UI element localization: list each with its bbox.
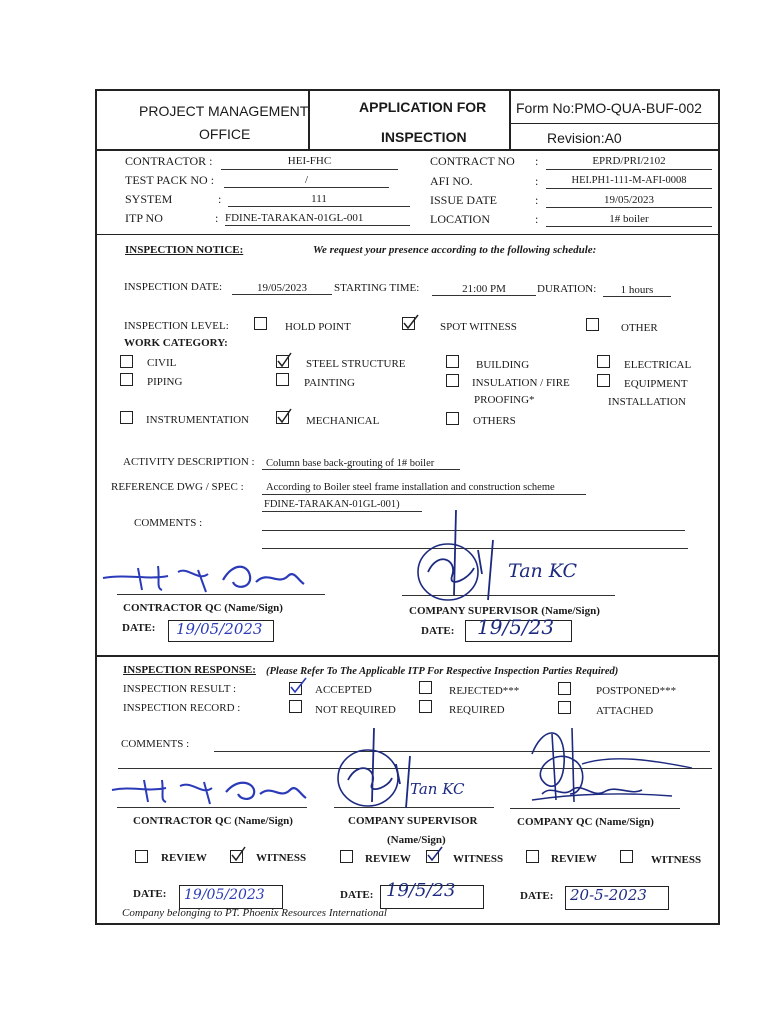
response-contractor-qc-label: CONTRACTOR QC (Name/Sign)	[133, 815, 293, 827]
itp-value: FDINE-TARAKAN-01GL-001	[225, 212, 364, 224]
building-label: BUILDING	[476, 359, 530, 371]
itp-colon: :	[215, 211, 219, 225]
work-category-label: WORK CATEGORY:	[124, 337, 228, 349]
revision: Revision:A0	[547, 130, 622, 146]
accepted-check-icon	[289, 677, 309, 695]
contractor-qc-label: CONTRACTOR QC (Name/Sign)	[123, 602, 283, 614]
response-comments-label: COMMENTS :	[121, 738, 190, 750]
contract-no-underline	[546, 169, 712, 170]
equipment-label-line2: INSTALLATION	[608, 396, 686, 408]
contract-no-value: EPRD/PRI/2102	[592, 155, 666, 167]
header-divider-1	[308, 89, 310, 150]
inspection-date-underline	[232, 294, 332, 295]
company-qc-signature-icon	[512, 724, 712, 809]
response-supervisor-name-handwritten: Tan KC	[410, 780, 465, 798]
response-company-supervisor-label: COMPANY SUPERVISOR	[348, 815, 478, 827]
response-supervisor-date-label: DATE:	[340, 889, 374, 901]
not-required-checkbox[interactable]	[289, 700, 302, 713]
afi-label: AFI NO.	[430, 174, 473, 188]
supervisor-witness-label: WITNESS	[453, 853, 504, 865]
comments-label: COMMENTS :	[134, 517, 203, 529]
duration-value: 1 hours	[620, 284, 654, 296]
response-note: (Please Refer To The Applicable ITP For Respective Inspection Parties Required)	[266, 666, 619, 677]
form-title: APPLICATION FOR	[359, 99, 487, 115]
company-qc-label: COMPANY QC (Name/Sign)	[517, 816, 654, 828]
equipment-label: EQUIPMENT	[624, 378, 688, 390]
form-border-bottom	[95, 923, 720, 925]
contractor-underline	[221, 169, 398, 170]
issue-date-underline	[546, 207, 712, 208]
activity-label: ACTIVITY DESCRIPTION :	[123, 456, 255, 468]
contractor-label: CONTRACTOR :	[125, 154, 213, 168]
supervisor-date-value: 19/5/23	[477, 615, 555, 639]
mechanical-label: MECHANICAL	[306, 415, 380, 427]
contract-no-label: CONTRACT NO	[430, 154, 515, 168]
rejected-label: REJECTED***	[449, 685, 520, 697]
piping-label: PIPING	[147, 376, 183, 388]
response-supervisor-signature-icon	[330, 728, 420, 810]
contractor-witness-label: WITNESS	[256, 852, 307, 864]
itp-underline	[225, 225, 410, 226]
inspection-level-label: INSPECTION LEVEL:	[124, 320, 229, 332]
reference-value-line2: FDINE-TARAKAN-01GL-001)	[264, 499, 400, 510]
notice-title: INSPECTION NOTICE:	[125, 244, 244, 256]
supervisor-review-checkbox[interactable]	[340, 850, 353, 863]
contractor-witness-check-icon	[230, 846, 250, 864]
qc-review-label: REVIEW	[551, 853, 597, 865]
contract-no-colon: :	[535, 154, 539, 168]
afi-underline	[546, 188, 712, 189]
starting-time-underline	[432, 295, 536, 296]
form-border-top	[95, 89, 720, 91]
qc-date-value: 20-5-2023	[570, 886, 647, 904]
starting-time-label: STARTING TIME:	[334, 282, 420, 294]
insulation-label: INSULATION / FIRE	[472, 377, 570, 389]
civil-checkbox[interactable]	[120, 355, 133, 368]
postponed-label: POSTPONED***	[596, 685, 677, 697]
issue-date-value: 19/05/2023	[603, 194, 655, 206]
form-border-right	[718, 89, 720, 925]
insulation-label-line2: PROOFING*	[474, 394, 535, 406]
org-name-line2: OFFICE	[199, 126, 251, 142]
reference-underline-2	[262, 511, 422, 512]
system-underline	[228, 206, 410, 207]
qc-witness-checkbox[interactable]	[620, 850, 633, 863]
required-label: REQUIRED	[449, 704, 505, 716]
qc-witness-label: WITNESS	[651, 854, 702, 866]
reference-underline	[262, 494, 586, 495]
reference-label: REFERENCE DWG / SPEC :	[111, 481, 244, 493]
record-label: INSPECTION RECORD :	[123, 702, 241, 714]
instrumentation-label: INSTRUMENTATION	[146, 414, 250, 426]
contractor-date-value: 19/05/2023	[176, 620, 263, 638]
form-number: Form No:PMO-QUA-BUF-002	[516, 100, 702, 116]
issue-date-label: ISSUE DATE	[430, 193, 498, 207]
equipment-checkbox[interactable]	[597, 374, 610, 387]
contractor-review-checkbox[interactable]	[135, 850, 148, 863]
painting-checkbox[interactable]	[276, 373, 289, 386]
inspection-date-value: 19/05/2023	[256, 282, 308, 294]
response-contractor-date-value: 19/05/2023	[184, 887, 265, 903]
test-pack-underline	[224, 187, 389, 188]
location-value: 1# boiler	[609, 213, 649, 225]
form-border-left	[95, 89, 97, 925]
steel-structure-check-icon	[276, 352, 296, 370]
insulation-checkbox[interactable]	[446, 374, 459, 387]
activity-value: Column base back-grouting of 1# boiler	[266, 458, 435, 469]
starting-time-value: 21:00 PM	[462, 283, 506, 295]
qc-review-checkbox[interactable]	[526, 850, 539, 863]
result-label: INSPECTION RESULT :	[123, 683, 237, 695]
contractor-value: HEI-FHC	[287, 155, 332, 167]
mechanical-check-icon	[276, 408, 296, 426]
afi-value: HEI.PH1-111-M-AFI-0008	[571, 175, 687, 186]
response-title: INSPECTION RESPONSE:	[123, 664, 256, 676]
test-pack-value: /	[304, 174, 309, 186]
others-checkbox[interactable]	[446, 412, 459, 425]
not-required-label: NOT REQUIRED	[315, 704, 396, 716]
other-label: OTHER	[621, 322, 658, 334]
contractor-qc-signature-icon	[98, 560, 308, 600]
steel-structure-label: STEEL STRUCTURE	[306, 358, 406, 370]
itp-label: ITP NO	[125, 211, 163, 225]
supervisor-name-handwritten: Tan KC	[508, 560, 578, 582]
activity-underline	[262, 469, 460, 470]
piping-checkbox[interactable]	[120, 373, 133, 386]
supervisor-review-label: REVIEW	[365, 853, 411, 865]
contractor-date-label: DATE:	[122, 622, 156, 634]
test-pack-label: TEST PACK NO :	[125, 173, 215, 187]
painting-label: PAINTING	[304, 377, 355, 389]
contractor-review-label: REVIEW	[161, 852, 207, 864]
response-contractor-signature-icon	[108, 776, 308, 810]
system-value: 111	[311, 193, 327, 205]
electrical-label: ELECTRICAL	[624, 359, 692, 371]
required-checkbox[interactable]	[419, 700, 432, 713]
duration-underline	[603, 296, 671, 297]
postponed-checkbox[interactable]	[558, 682, 571, 695]
electrical-checkbox[interactable]	[597, 355, 610, 368]
rejected-checkbox[interactable]	[419, 681, 432, 694]
duration-label: DURATION:	[537, 283, 597, 295]
form-title-line2: INSPECTION	[381, 129, 467, 145]
afi-colon: :	[535, 174, 539, 188]
company-supervisor-signature-icon	[408, 510, 518, 605]
footer-note: Company belonging to PT. Phoenix Resources International	[122, 907, 387, 919]
org-name: PROJECT MANAGEMENT	[139, 103, 309, 119]
location-underline	[546, 226, 712, 227]
system-label: SYSTEM	[125, 192, 173, 206]
header-bottom	[95, 149, 720, 151]
accepted-label: ACCEPTED	[315, 684, 372, 696]
issue-date-colon: :	[535, 193, 539, 207]
location-label: LOCATION	[430, 212, 490, 226]
civil-label: CIVIL	[147, 357, 177, 369]
spot-witness-check-icon	[402, 314, 422, 332]
supervisor-witness-check-icon	[426, 846, 446, 864]
company-supervisor-label: COMPANY SUPERVISOR (Name/Sign)	[409, 605, 600, 617]
attached-checkbox[interactable]	[558, 701, 571, 714]
hold-point-label: HOLD POINT	[285, 321, 351, 333]
instrumentation-checkbox[interactable]	[120, 411, 133, 424]
inspection-date-label: INSPECTION DATE:	[124, 281, 223, 293]
others-label: OTHERS	[473, 415, 516, 427]
response-name-sign-label: (Name/Sign)	[387, 834, 446, 846]
header-subline	[509, 123, 719, 124]
notice-request: We request your presence according to the following schedule:	[313, 244, 597, 256]
hold-point-checkbox[interactable]	[254, 317, 267, 330]
spot-witness-label: SPOT WITNESS	[440, 321, 517, 333]
location-colon: :	[535, 212, 539, 226]
reference-value: According to Boiler steel frame installation and construction scheme	[266, 482, 555, 493]
qc-date-label: DATE:	[520, 890, 554, 902]
header-divider-2	[509, 89, 511, 150]
other-checkbox[interactable]	[586, 318, 599, 331]
response-supervisor-date-value: 19/5/23	[386, 880, 456, 901]
building-checkbox[interactable]	[446, 355, 459, 368]
supervisor-date-label: DATE:	[421, 625, 455, 637]
notice-bottom	[95, 655, 720, 657]
attached-label: ATTACHED	[596, 705, 654, 717]
response-contractor-date-label: DATE:	[133, 888, 167, 900]
system-colon: :	[218, 192, 222, 206]
info-bottom	[95, 234, 720, 235]
